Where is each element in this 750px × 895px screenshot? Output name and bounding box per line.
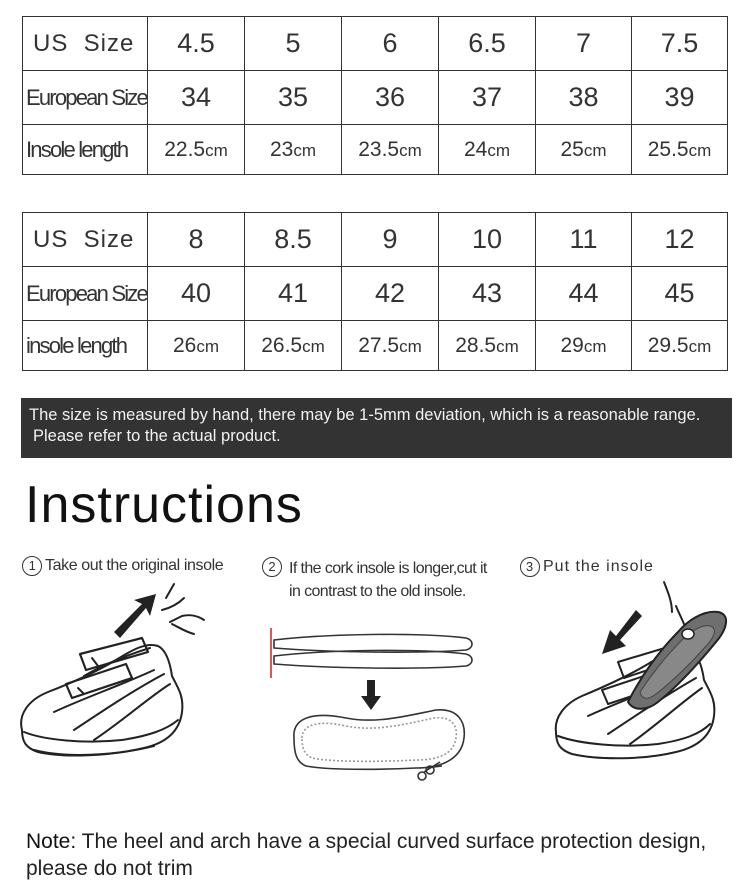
- european-size-cell: 38: [536, 71, 632, 125]
- insole-length-cell: 23cm: [245, 125, 342, 175]
- european-size-cell: 41: [245, 267, 342, 321]
- insole-length-header: Insole length: [23, 125, 148, 175]
- us-size-header: US Size: [23, 17, 148, 71]
- step-2-text-line-1: If the cork insole is longer,cut it: [289, 560, 487, 577]
- european-size-cell: 39: [632, 71, 728, 125]
- us-size-cell: 7: [536, 17, 632, 71]
- step-2-number: 2: [262, 557, 282, 577]
- us-size-cell: 12: [632, 213, 728, 267]
- step-1-text: Take out the original insole: [45, 557, 224, 575]
- european-size-cell: 37: [439, 71, 536, 125]
- insole-length-row: [23, 125, 728, 175]
- insole-length-cell: 23.5cm: [342, 125, 439, 175]
- insole-length-cell: 24cm: [439, 125, 536, 175]
- step-3-number: 3: [520, 557, 540, 577]
- insole-length-cell: 25cm: [536, 125, 632, 175]
- insole-length-row: [23, 321, 728, 371]
- shoe-insert-insole-illustration: [548, 582, 748, 782]
- note-label: Note:: [26, 830, 77, 853]
- note-text: The heel and arch have a special curved surface protection design, please do not trim: [26, 830, 707, 880]
- insole-length-cell: 29cm: [536, 321, 632, 371]
- notice-line-2: Please refer to the actual product.: [33, 427, 281, 445]
- us-size-cell: 4.5: [148, 17, 245, 71]
- shoe-remove-insole-illustration: [14, 580, 214, 780]
- insole-length-cell: 22.5cm: [148, 125, 245, 175]
- us-size-cell: 11: [536, 213, 632, 267]
- measurement-notice: [21, 398, 732, 458]
- european-size-row: [23, 267, 728, 321]
- us-size-cell: 6.5: [439, 17, 536, 71]
- european-size-cell: 36: [342, 71, 439, 125]
- us-size-cell: 9: [342, 213, 439, 267]
- step-2-text-line-2: in contrast to the old insole.: [289, 583, 466, 600]
- notice-line-1: The size is measured by hand, there may be 1-5mm deviation, which is a reasonable range.: [29, 406, 701, 424]
- insole-cut-illustration: [266, 620, 486, 790]
- insole-length-cell: 27.5cm: [342, 321, 439, 371]
- insole-length-cell: 25.5cm: [632, 125, 728, 175]
- insole-length-cell: 28.5cm: [439, 321, 536, 371]
- us-size-cell: 10: [439, 213, 536, 267]
- size-table-2: [22, 212, 728, 371]
- european-size-cell: 34: [148, 71, 245, 125]
- size-table-1: [22, 16, 728, 175]
- european-size-cell: 35: [245, 71, 342, 125]
- european-size-cell: 42: [342, 267, 439, 321]
- european-size-cell: 44: [536, 267, 632, 321]
- insole-length-header: insole length: [23, 321, 148, 371]
- us-size-row: [23, 17, 728, 71]
- us-size-row: [23, 213, 728, 267]
- step-1-number: 1: [22, 556, 42, 576]
- step-2: [262, 557, 487, 603]
- step-3-text: Put the insole: [543, 558, 654, 576]
- european-size-cell: 43: [439, 267, 536, 321]
- step-1: [22, 556, 223, 576]
- insole-length-cell: 26.5cm: [245, 321, 342, 371]
- insole-length-cell: 29.5cm: [632, 321, 728, 371]
- step-3: [520, 557, 654, 577]
- us-size-cell: 8.5: [245, 213, 342, 267]
- us-size-cell: 7.5: [632, 17, 728, 71]
- european-size-cell: 40: [148, 267, 245, 321]
- european-size-cell: 45: [632, 267, 728, 321]
- instructions-title: Instructions: [25, 476, 303, 534]
- european-size-header: European Size: [23, 71, 148, 125]
- insole-length-cell: 26cm: [148, 321, 245, 371]
- us-size-cell: 8: [148, 213, 245, 267]
- trim-note: [26, 828, 750, 882]
- us-size-cell: 6: [342, 17, 439, 71]
- us-size-cell: 5: [245, 17, 342, 71]
- us-size-header: US Size: [23, 213, 148, 267]
- european-size-header: European Size: [23, 267, 148, 321]
- european-size-row: [23, 71, 728, 125]
